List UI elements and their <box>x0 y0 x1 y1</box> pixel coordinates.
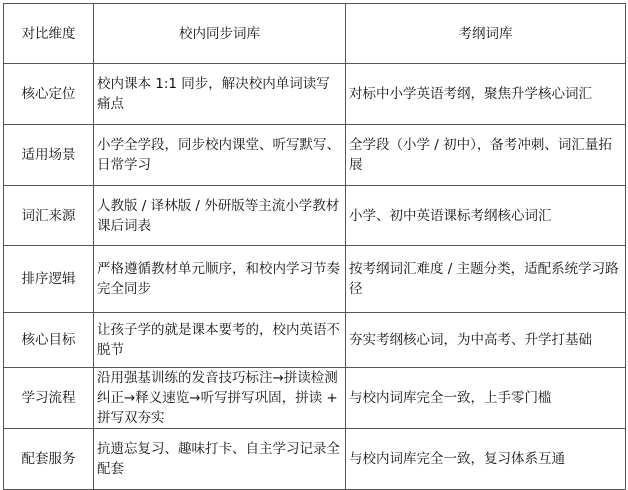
school-library-cell: 抗遗忘复习、趣味打卡、自主学习记录全配套 <box>94 429 346 490</box>
exam-library-cell: 与校内词库完全一致，复习体系互通 <box>346 429 626 490</box>
table-row <box>4 429 626 490</box>
header-dimension: 对比维度 <box>4 4 94 64</box>
row-dimension: 排序逻辑 <box>4 246 94 313</box>
exam-library-cell: 对标中小学英语考纲，聚焦升学核心词汇 <box>346 64 626 125</box>
table-row <box>4 186 626 246</box>
header-exam-library: 考纲词库 <box>346 4 626 64</box>
row-dimension: 核心定位 <box>4 64 94 125</box>
table-row <box>4 246 626 313</box>
table-row <box>4 313 626 368</box>
table-row <box>4 368 626 429</box>
exam-library-cell: 与校内词库完全一致，上手零门槛 <box>346 368 626 429</box>
school-library-cell: 让孩子学的就是课本要考的，校内英语不脱节 <box>94 313 346 368</box>
school-library-cell: 人教版 / 译林版 / 外研版等主流小学教材课后词表 <box>94 186 346 246</box>
row-dimension: 词汇来源 <box>4 186 94 246</box>
table-row <box>4 125 626 186</box>
row-dimension: 核心目标 <box>4 313 94 368</box>
row-dimension: 适用场景 <box>4 125 94 186</box>
comparison-table <box>3 3 626 490</box>
exam-library-cell: 全学段（小学 / 初中），备考冲刺、词汇量拓展 <box>346 125 626 186</box>
school-library-cell: 严格遵循教材单元顺序，和校内学习节奏完全同步 <box>94 246 346 313</box>
exam-library-cell: 小学、初中英语课标考纲核心词汇 <box>346 186 626 246</box>
exam-library-cell: 按考纲词汇难度 / 主题分类，适配系统学习路径 <box>346 246 626 313</box>
header-row <box>4 4 626 64</box>
row-dimension: 学习流程 <box>4 368 94 429</box>
exam-library-cell: 夯实考纲核心词，为中高考、升学打基础 <box>346 313 626 368</box>
school-library-cell: 小学全学段，同步校内课堂、听写默写、日常学习 <box>94 125 346 186</box>
table-row <box>4 64 626 125</box>
school-library-cell: 校内课本 1:1 同步，解决校内单词读写痛点 <box>94 64 346 125</box>
school-library-cell: 沿用强基训练的发音技巧标注→拼读检测纠正→释义速览→听写拼写巩固，拼读 + 拼写双夯实 <box>94 368 346 429</box>
row-dimension: 配套服务 <box>4 429 94 490</box>
header-school-library: 校内同步词库 <box>94 4 346 64</box>
